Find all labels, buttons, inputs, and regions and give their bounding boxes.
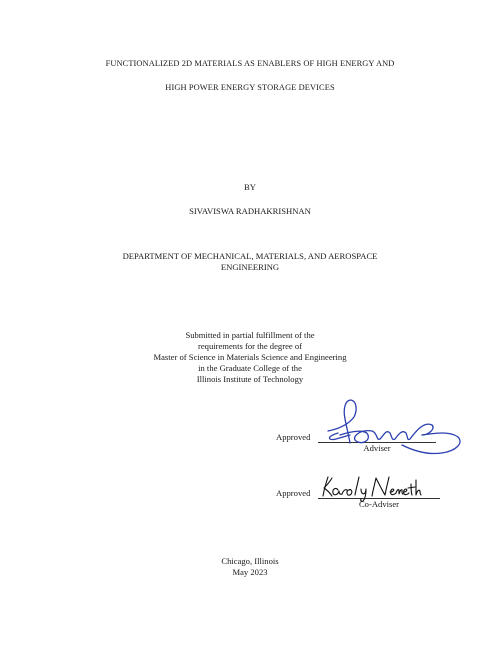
submission-line-4: in the Graduate College of the (198, 363, 302, 373)
title-line-2: HIGH POWER ENERGY STORAGE DEVICES (165, 83, 335, 92)
coadviser-role-label: Co-Adviser (358, 499, 400, 509)
adviser-role-label: Adviser (363, 443, 391, 453)
title-line-1: FUNCTIONALIZED 2D MATERIALS AS ENABLERS OF HIGH ENERGY AND (105, 59, 395, 68)
submission-line-5: Illinois Institute of Technology (196, 374, 304, 384)
adviser-approved-label: Approved (276, 432, 311, 442)
date: May 2023 (232, 567, 268, 577)
author-name: SIVAVISWA RADHAKRISHNAN (189, 206, 311, 216)
adviser-signature-icon (318, 395, 470, 457)
submission-line-1: Submitted in partial fulfillment of the (185, 330, 315, 340)
location: Chicago, Illinois (221, 556, 279, 566)
submission-line-2: requirements for the degree of (197, 341, 303, 351)
coadviser-signature-icon (318, 474, 422, 502)
submission-line-3: Master of Science in Materials Science and Engineering (153, 352, 347, 362)
department-line-1: DEPARTMENT OF MECHANICAL, MATERIALS, AND AEROSPACE (122, 251, 378, 261)
department-line-2: ENGINEERING (220, 262, 280, 272)
coadviser-approved-label: Approved (276, 488, 311, 498)
by-label: BY (244, 182, 256, 192)
